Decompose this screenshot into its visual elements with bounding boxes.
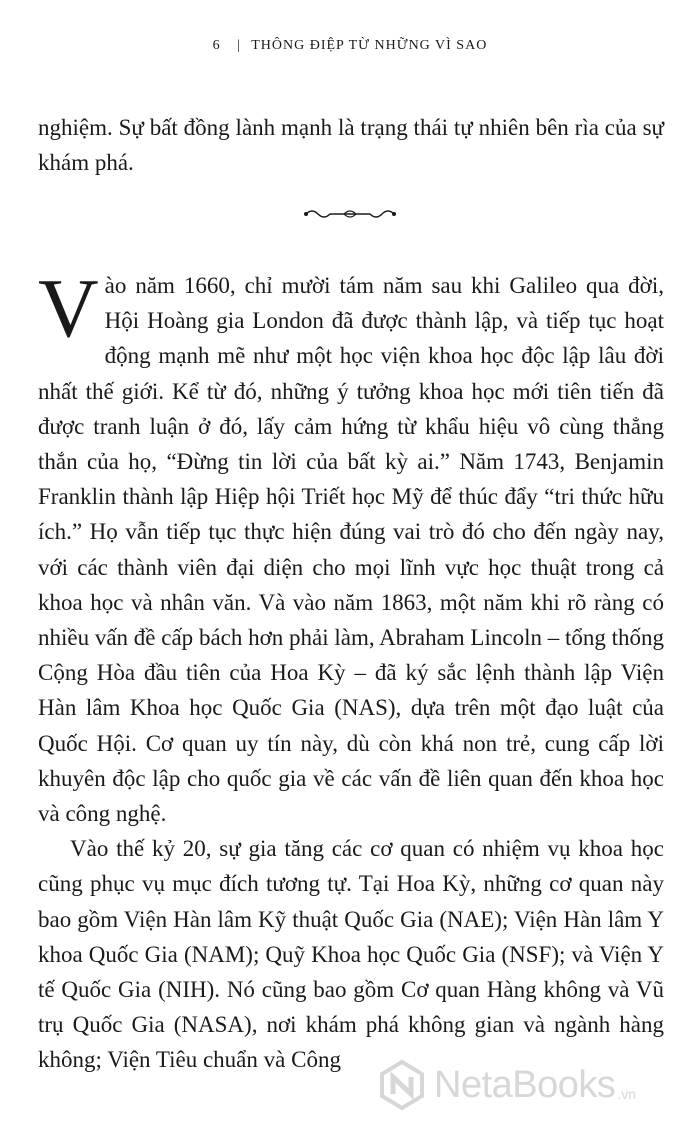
running-header [0,38,700,54]
watermark-suffix: .vn [617,1086,637,1102]
drop-cap: V [38,262,99,355]
paragraph-2: Vào thế kỷ 20, sự gia tăng các cơ quan có nhiệm vụ khoa học cũng phục vụ mục đích tương tự. Tại Hoa Kỳ, những cơ quan này bao gồm Viện Hàn lâm Kỹ thuật Quốc Gia (NAE); Viện Hàn lâm Y khoa Quốc Gia (NAM); Quỹ Khoa học Quốc Gia (NSF); và Viện Y tế Quốc Gia (NIH). Nó cũng bao gồm Cơ quan Hàng không và Vũ trụ Quốc Gia (NASA), nơi khám phá không gian và ngành hàng không; Viện Tiêu chuẩn và Công [38,836,664,1073]
book-title: THÔNG ĐIỆP TỪ NHỮNG VÌ SAO [251,38,488,53]
paragraph-1 [38,262,664,831]
main-section [38,262,664,1078]
header-separator: | [237,38,241,53]
intro-paragraph: nghiệm. Sự bất đồng lành mạnh là trạng thái tự nhiên bên rìa của sự khám phá. [38,115,664,176]
intro-paragraph-block [38,110,664,180]
watermark-brand: NetaBooks [434,1063,616,1106]
divider-ornament-icon [0,206,700,226]
watermark [376,1055,636,1115]
netabooks-logo-icon [376,1059,428,1111]
paragraph-1-text: ào năm 1660, chỉ mười tám năm sau khi Galileo qua đời, Hội Hoàng gia London đã được thành lập, và tiếp tục hoạt động mạnh mẽ như một học viện khoa học độc lập lâu đời nhất thế giới. Kể từ đó, những ý tưởng khoa học mới tiên tiến đã được tranh luận ở đó, lấy cảm hứng từ khẩu hiệu vô cùng thẳng thắn của họ, “Đừng tin lời của bất kỳ ai.” Năm 1743, Benjamin Franklin thành lập Hiệp hội Triết học Mỹ để thúc đẩy “tri thức hữu ích.” Họ vẫn tiếp tục thực hiện đúng vai trò đó cho đến ngày nay, với các thành viên đại diện cho mọi lĩnh vực học thuật trong cả khoa học và nhân văn. Và vào năm 1863, một năm khi rõ ràng có nhiều vấn đề cấp bách hơn phải làm, Abraham Lincoln – tổng thống Cộng Hòa đầu tiên của Hoa Kỳ – đã ký sắc lệnh thành lập Viện Hàn lâm Khoa học Quốc Gia (NAS), dựa trên một đạo luật của Quốc Hội. Cơ quan uy tín này, dù còn khá non trẻ, cung cấp lời khuyên độc lập cho quốc gia về các vấn đề liên quan đến khoa học và công nghệ. [38,273,664,827]
page-number: 6 [212,38,221,53]
